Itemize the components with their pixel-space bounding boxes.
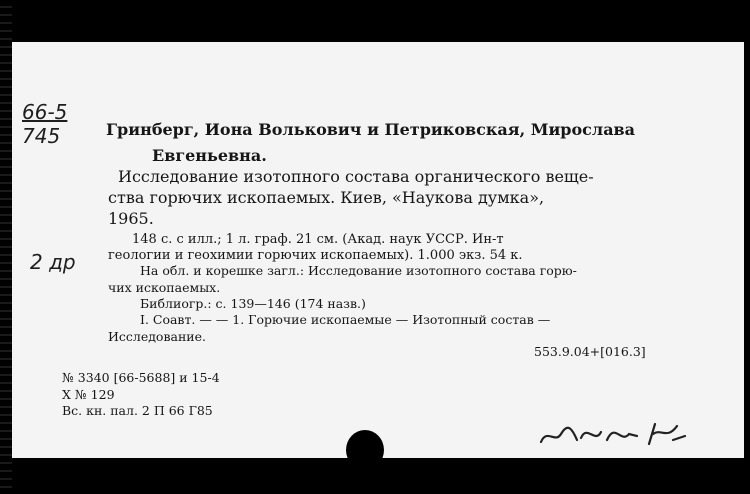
physical-line-1: 148 с. с илл.; 1 л. граф. 21 см. (Акад. наук УССР. Ин-т (132, 232, 504, 247)
udc-code: 553.9.04+[016.3] (534, 344, 646, 359)
note-line-1: На обл. и корешке загл.: Исследование изотопного состава горю- (140, 263, 577, 278)
registry-line-1: № 3340 [66-5688] и 15-4 (62, 370, 220, 385)
title-line-1: Исследование изотопного состава органического веще- (118, 167, 594, 186)
registry-line-2: Х № 129 (62, 387, 115, 402)
registry-line-3: Вс. кн. пал. 2 П 66 Г85 (62, 403, 213, 418)
author-heading: Гринберг, Иона Волькович и Петриковская, Мирослава (106, 120, 636, 139)
call-number-top: 66-5 (22, 100, 68, 124)
title-line-2: ства горючих ископаемых. Киев, «Наукова думка», (108, 188, 545, 207)
scan-edge (0, 0, 12, 494)
signature (537, 414, 697, 454)
bibliography: Библиогр.: с. 139—146 (174 назв.) (140, 296, 366, 311)
tracing-line-1: I. Соавт. — — 1. Горючие ископаемые — Изотопный состав — (140, 312, 551, 327)
title-line-3: 1965. (108, 209, 154, 228)
note-line-2: чих ископаемых. (108, 280, 221, 295)
call-number-bottom: 745 (22, 124, 61, 148)
ink-blot (346, 430, 384, 470)
tracing-line-2: Исследование. (108, 329, 206, 344)
margin-note: 2 др (30, 250, 76, 274)
physical-line-2: геологии и геохимии горючих ископаемых). 1.000 экз. 54 к. (108, 248, 523, 263)
catalog-card (12, 42, 744, 458)
author-heading-cont: Евгеньевна. (152, 146, 267, 165)
